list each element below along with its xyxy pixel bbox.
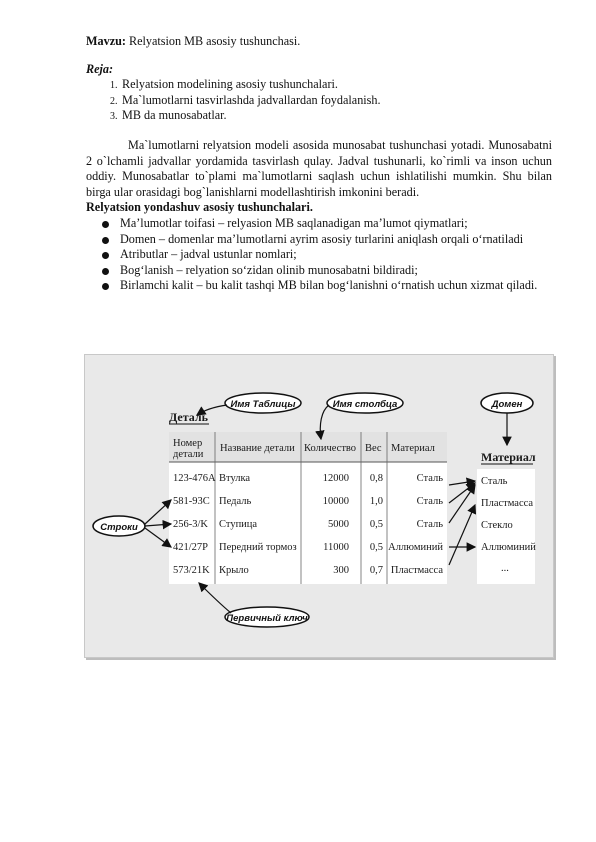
row-number: 573/21K xyxy=(173,565,210,576)
row-weight: 0,7 xyxy=(369,565,383,576)
concept-item: Atributlar – jadval ustunlar nomlari; xyxy=(120,247,552,263)
row-quantity: 12000 xyxy=(322,473,349,484)
row-weight: 0,8 xyxy=(369,473,383,484)
callout-rows-label: Строки xyxy=(100,522,138,533)
plan-item: 2. Ma`lumotlarni tasvirlashda jadvallardan foydalanish. xyxy=(120,93,552,109)
relational-table-diagram xyxy=(84,354,554,658)
plan-item: 1. Relyatsion modelining asosiy tushunchalari. xyxy=(120,77,552,93)
concept-item: Ma’lumotlar toifasi – relyasion MB saqlanadigan ma’lumot qiymatlari; xyxy=(120,216,552,232)
column-header-name: Название детали xyxy=(220,443,295,454)
row-weight: 0,5 xyxy=(369,519,383,530)
plan-label: Reja: xyxy=(86,61,114,76)
row-quantity: 5000 xyxy=(328,519,349,530)
row-number: 123-476A xyxy=(173,473,216,484)
topic-line xyxy=(86,34,552,50)
row-material: Сталь xyxy=(416,473,443,484)
column-header-weight: Вес xyxy=(365,443,382,454)
domain-value: Сталь xyxy=(481,476,508,487)
callout-primary-key-label: Первичный ключ xyxy=(226,613,308,624)
row-name: Ступица xyxy=(219,519,258,530)
topic-label: Mavzu: xyxy=(86,34,126,48)
plan-item: 3. MB da munosabatlar. xyxy=(120,108,552,124)
column-header-quantity: Количество xyxy=(304,443,357,454)
row-quantity: 300 xyxy=(333,565,349,576)
document-page xyxy=(86,34,552,294)
column-header-number: Номер xyxy=(173,438,203,449)
row-number: 256-3/K xyxy=(173,519,208,530)
domain-value: ... xyxy=(501,563,509,574)
concept-item: Birlamchi kalit – bu kalit tashqi MB bilan bog‘lanishni o‘rnatish uchun xizmat qiladi. xyxy=(120,278,552,294)
callout-domain-label: Домен xyxy=(491,399,523,410)
concept-item: Bog‘lanish – relyation so‘zidan olinib munosabatni bildiradi; xyxy=(120,263,552,279)
row-name: Крыло xyxy=(219,565,249,576)
intro-paragraph: Ma`lumotlarni relyatsion modeli asosida munosabat tushunchasi yotadi. Munosabatni 2 o`lchamli jadvallar yordamida tasvirlash qulay. Jadval tushunarli, ko`rimli va inson uchun oddiy. Munosabatlar to`plami ma`lumotlarni saqlash uchun ishlatilishi mumkin. Shu bilan birga ular orasidagi bog`lanishlarni modellashtirish imkonini beradi. xyxy=(86,137,552,199)
row-name: Передний тормоз xyxy=(219,542,297,553)
row-material: Аллюминий xyxy=(388,542,443,553)
diagram-canvas xyxy=(85,355,553,657)
row-number: 421/27P xyxy=(173,542,209,553)
row-material: Пластмасса xyxy=(390,565,443,576)
row-quantity: 11000 xyxy=(323,542,349,553)
row-weight: 1,0 xyxy=(369,496,383,507)
section-heading: Relyatsion yondashuv asosiy tushunchalari. xyxy=(86,200,313,215)
row-weight: 0,5 xyxy=(369,542,383,553)
domain-value: Стекло xyxy=(481,520,513,531)
callout-column-name-label: Имя столбца xyxy=(332,399,398,410)
domain-value: Аллюминий xyxy=(481,542,536,553)
domain-title: Материал xyxy=(481,450,536,464)
row-name: Втулка xyxy=(219,473,251,484)
callout-table-name-label: Имя Таблицы xyxy=(230,399,296,410)
row-quantity: 10000 xyxy=(322,496,349,507)
domain-value: Пластмасса xyxy=(481,498,534,509)
plan-list xyxy=(86,77,552,124)
row-material: Сталь xyxy=(416,519,443,530)
column-header-number-2: детали xyxy=(173,449,204,460)
row-name: Педаль xyxy=(219,496,252,507)
concept-list xyxy=(86,216,552,294)
topic-text: Relyatsion MB asosiy tushunchasi. xyxy=(125,34,301,48)
table-title: Деталь xyxy=(169,410,208,424)
row-material: Сталь xyxy=(416,496,443,507)
column-header-material: Материал xyxy=(391,443,435,454)
row-number: 581-93C xyxy=(173,496,210,507)
concept-item: Domen – domenlar ma’lumotlarni ayrim asosiy turlarini aniqlash orqali o‘rnatiladi xyxy=(120,232,552,248)
